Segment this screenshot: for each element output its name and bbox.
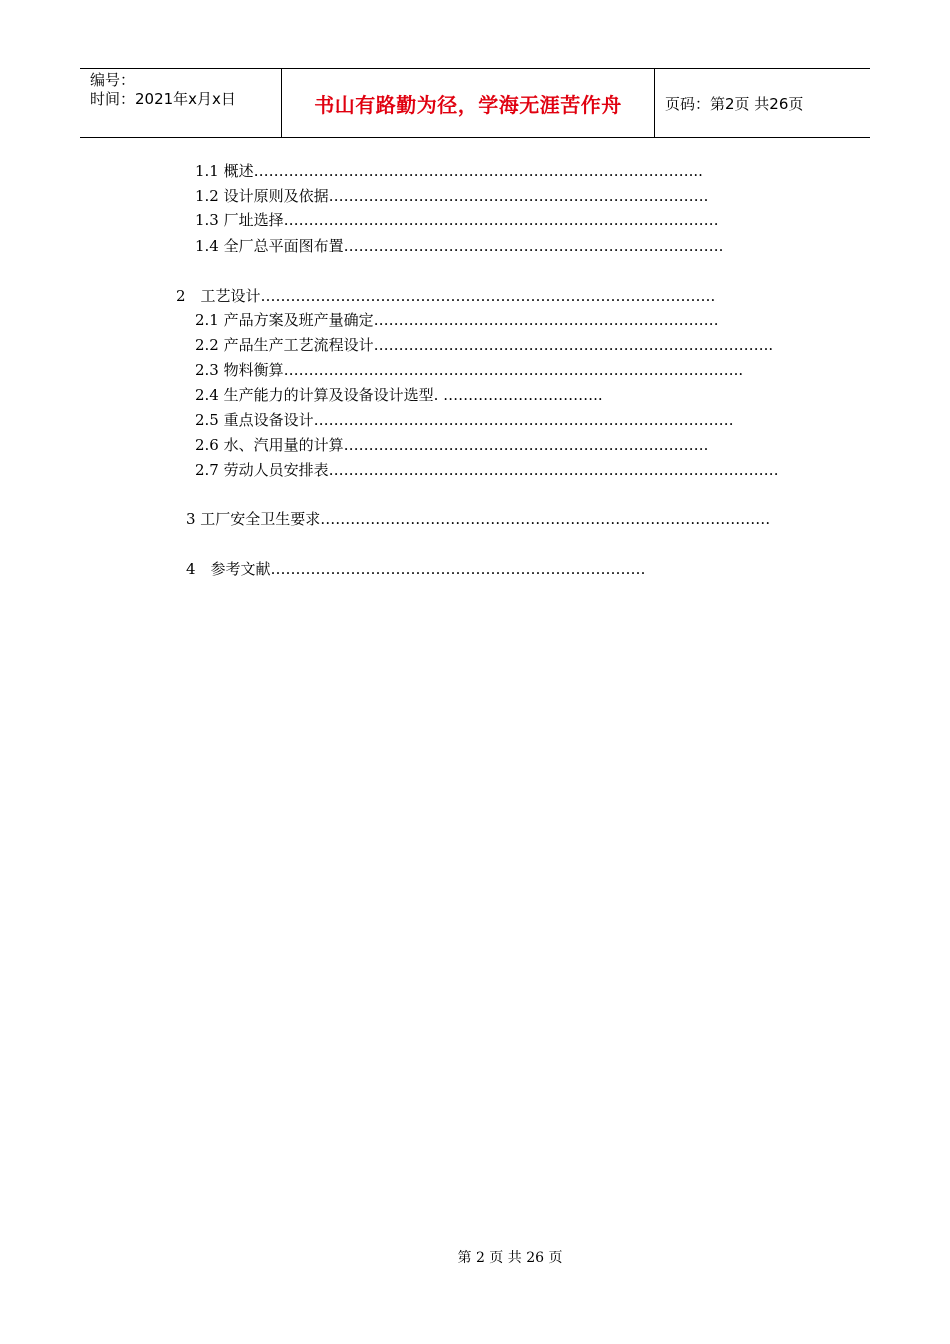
toc-entry-1-2[interactable]: 1.2 设计原则及依据…………………………………………………………………. bbox=[195, 187, 709, 205]
header-motto: 书山有路勤为径，学海无涯苦作舟 bbox=[314, 92, 622, 117]
toc-entry-2-2[interactable]: 2.2 产品生产工艺流程设计…………………………………………………………………….. bbox=[195, 336, 774, 354]
header-table bbox=[80, 68, 870, 138]
document-time: 时间：2021年x月x日 bbox=[90, 90, 236, 108]
page-footer: 第 2 页 共 26 页 bbox=[457, 1250, 563, 1266]
toc-entry-2-6[interactable]: 2.6 水、汽用量的计算………………………………………………………………. bbox=[195, 436, 709, 454]
toc-entry-1-4[interactable]: 1.4 全厂总平面图布置…………………………………………………………………. bbox=[195, 237, 724, 255]
header-motto-cell bbox=[282, 69, 655, 137]
document-number: 编号： bbox=[90, 71, 136, 89]
toc-entry-3[interactable]: 3 工厂安全卫生要求……………………………………………………………………………… bbox=[186, 510, 771, 528]
toc-entry-2-4[interactable]: 2.4 生产能力的计算及设备设计选型. ………………………….. bbox=[195, 386, 603, 404]
toc-entry-2-1[interactable]: 2.1 产品方案及班产量确定…………………………………………………………… bbox=[195, 311, 719, 329]
toc-entry-2[interactable]: 2 工艺设计………………………………………………………………………………. bbox=[176, 287, 716, 305]
header-meta bbox=[80, 69, 282, 137]
toc-entry-2-3[interactable]: 2.3 物料衡算……………………………………………………………………………….. bbox=[195, 361, 744, 379]
toc-entry-2-5[interactable]: 2.5 重点设备设计………………………………………………………………………… bbox=[195, 411, 734, 429]
toc-entry-1-1[interactable]: 1.1 概述……………………………………………………………………………... bbox=[195, 162, 703, 180]
toc-entry-1-3[interactable]: 1.3 厂址选择…………………………………………………………………………… bbox=[195, 211, 719, 229]
toc-entry-4[interactable]: 4 参考文献………………………………………………………………… bbox=[186, 560, 646, 578]
toc-entry-2-7[interactable]: 2.7 劳动人员安排表……………………………………………………………………………… bbox=[195, 461, 779, 479]
header-page-info: 页码：第2页 共26页 bbox=[665, 94, 804, 113]
